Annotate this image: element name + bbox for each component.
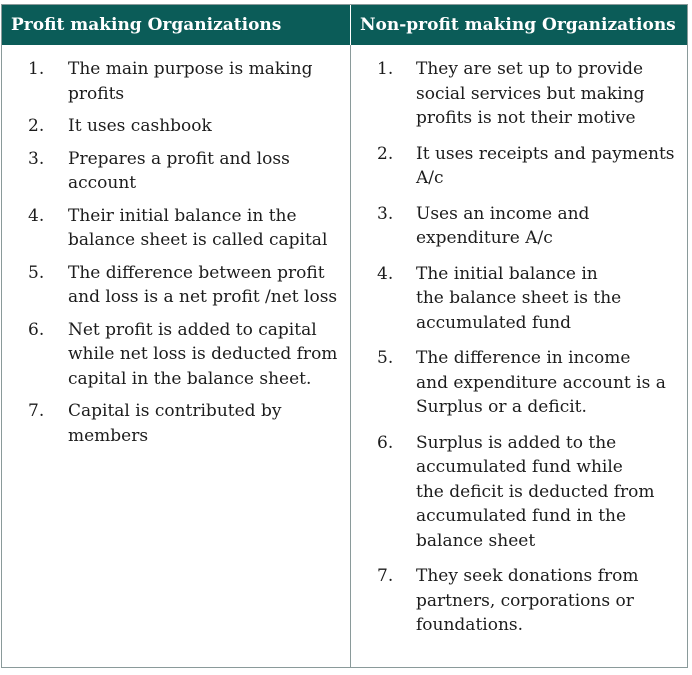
nonprofit-item xyxy=(351,142,687,191)
item-number: 4. xyxy=(377,263,394,284)
nonprofit-item xyxy=(351,202,687,251)
profit-item xyxy=(2,147,350,196)
item-text-line: and expenditure account is a xyxy=(416,372,666,393)
item-text-line: profits xyxy=(68,83,125,104)
item-text-line: The main purpose is making xyxy=(68,59,313,79)
nonprofit-list xyxy=(351,57,687,638)
item-number: 5. xyxy=(377,348,394,368)
item-text-line: profits is not their motive xyxy=(416,108,636,128)
item-text-line: social services but making xyxy=(416,83,645,104)
item-text-line: expenditure A/c xyxy=(416,228,553,248)
item-text-line: partners, corporations or xyxy=(416,590,634,611)
item-text-line: accumulated fund while xyxy=(416,457,623,477)
table-body xyxy=(2,45,687,667)
item-text-line: The difference in income xyxy=(416,348,631,368)
item-number: 7. xyxy=(377,566,394,586)
item-number: 4. xyxy=(28,205,45,226)
item-number: 1. xyxy=(28,59,45,79)
item-text-line: while net loss is deducted from xyxy=(68,344,338,364)
item-text-line: Surplus is added to the xyxy=(416,432,617,453)
item-text-line: A/c xyxy=(416,168,444,188)
item-text-line: Net profit is added to capital xyxy=(68,319,317,340)
item-text-line: capital in the balance sheet. xyxy=(68,368,312,389)
item-text-line: Capital is contributed by xyxy=(68,401,282,421)
item-text-line: The initial balance in xyxy=(416,263,598,284)
item-text-line: accumulated fund xyxy=(416,312,572,333)
profit-item xyxy=(2,261,350,310)
nonprofit-item xyxy=(351,57,687,131)
item-number: 3. xyxy=(28,148,45,169)
item-text-line: account xyxy=(68,173,137,193)
header-nonprofit-organizations: Non-profit making Organizations xyxy=(360,15,676,35)
table-header xyxy=(2,5,687,45)
item-text xyxy=(68,318,350,392)
nonprofit-item xyxy=(351,431,687,554)
profit-item xyxy=(2,57,350,106)
item-number: 2. xyxy=(377,143,394,164)
nonprofit-column xyxy=(351,45,687,667)
profit-list xyxy=(2,57,350,448)
item-text-line: Surplus or a deficit. xyxy=(416,397,587,417)
item-text-line: accumulated fund in the xyxy=(416,506,627,526)
item-number: 6. xyxy=(28,319,45,340)
profit-column xyxy=(2,45,351,667)
item-text-line: foundations. xyxy=(416,615,524,635)
item-text xyxy=(68,147,350,196)
item-number: 7. xyxy=(28,401,45,421)
item-text-line: balance sheet is called capital xyxy=(68,230,328,250)
item-text-line: balance sheet xyxy=(416,530,536,551)
item-text-line: It uses cashbook xyxy=(68,116,212,136)
item-number: 2. xyxy=(28,116,45,136)
profit-item xyxy=(2,204,350,253)
profit-item xyxy=(2,318,350,392)
profit-item xyxy=(2,114,350,139)
item-text xyxy=(68,57,350,106)
item-text-line: the balance sheet is the xyxy=(416,288,622,308)
item-text xyxy=(416,202,687,251)
item-text-line: They are set up to provide xyxy=(416,59,644,79)
item-text xyxy=(68,261,350,310)
item-number: 6. xyxy=(377,432,394,453)
item-text xyxy=(416,564,687,638)
item-text xyxy=(416,262,687,336)
item-text-line: Prepares a profit and loss xyxy=(68,148,290,169)
comparison-table xyxy=(1,4,688,668)
item-text-line: Their initial balance in the xyxy=(68,205,297,226)
item-text-line: Uses an income and xyxy=(416,203,590,224)
item-text xyxy=(68,399,350,448)
item-text-line: The difference between profit xyxy=(68,262,325,283)
item-text xyxy=(416,57,687,131)
item-text-line: They seek donations from xyxy=(416,566,639,586)
header-profit-organizations: Profit making Organizations xyxy=(2,5,351,45)
item-text xyxy=(68,114,350,139)
item-text xyxy=(416,142,687,191)
item-text-line: members xyxy=(68,425,149,446)
nonprofit-item xyxy=(351,262,687,336)
item-text-line: the deficit is deducted from xyxy=(416,481,655,502)
item-text-line: It uses receipts and payments xyxy=(416,143,675,164)
item-text xyxy=(68,204,350,253)
profit-item xyxy=(2,399,350,448)
item-text xyxy=(416,431,687,554)
item-text-line: and loss is a net profit /net loss xyxy=(68,287,338,307)
item-text xyxy=(416,346,687,420)
nonprofit-item xyxy=(351,346,687,420)
item-number: 1. xyxy=(377,59,394,79)
item-number: 3. xyxy=(377,203,394,224)
nonprofit-item xyxy=(351,564,687,638)
item-number: 5. xyxy=(28,262,45,283)
